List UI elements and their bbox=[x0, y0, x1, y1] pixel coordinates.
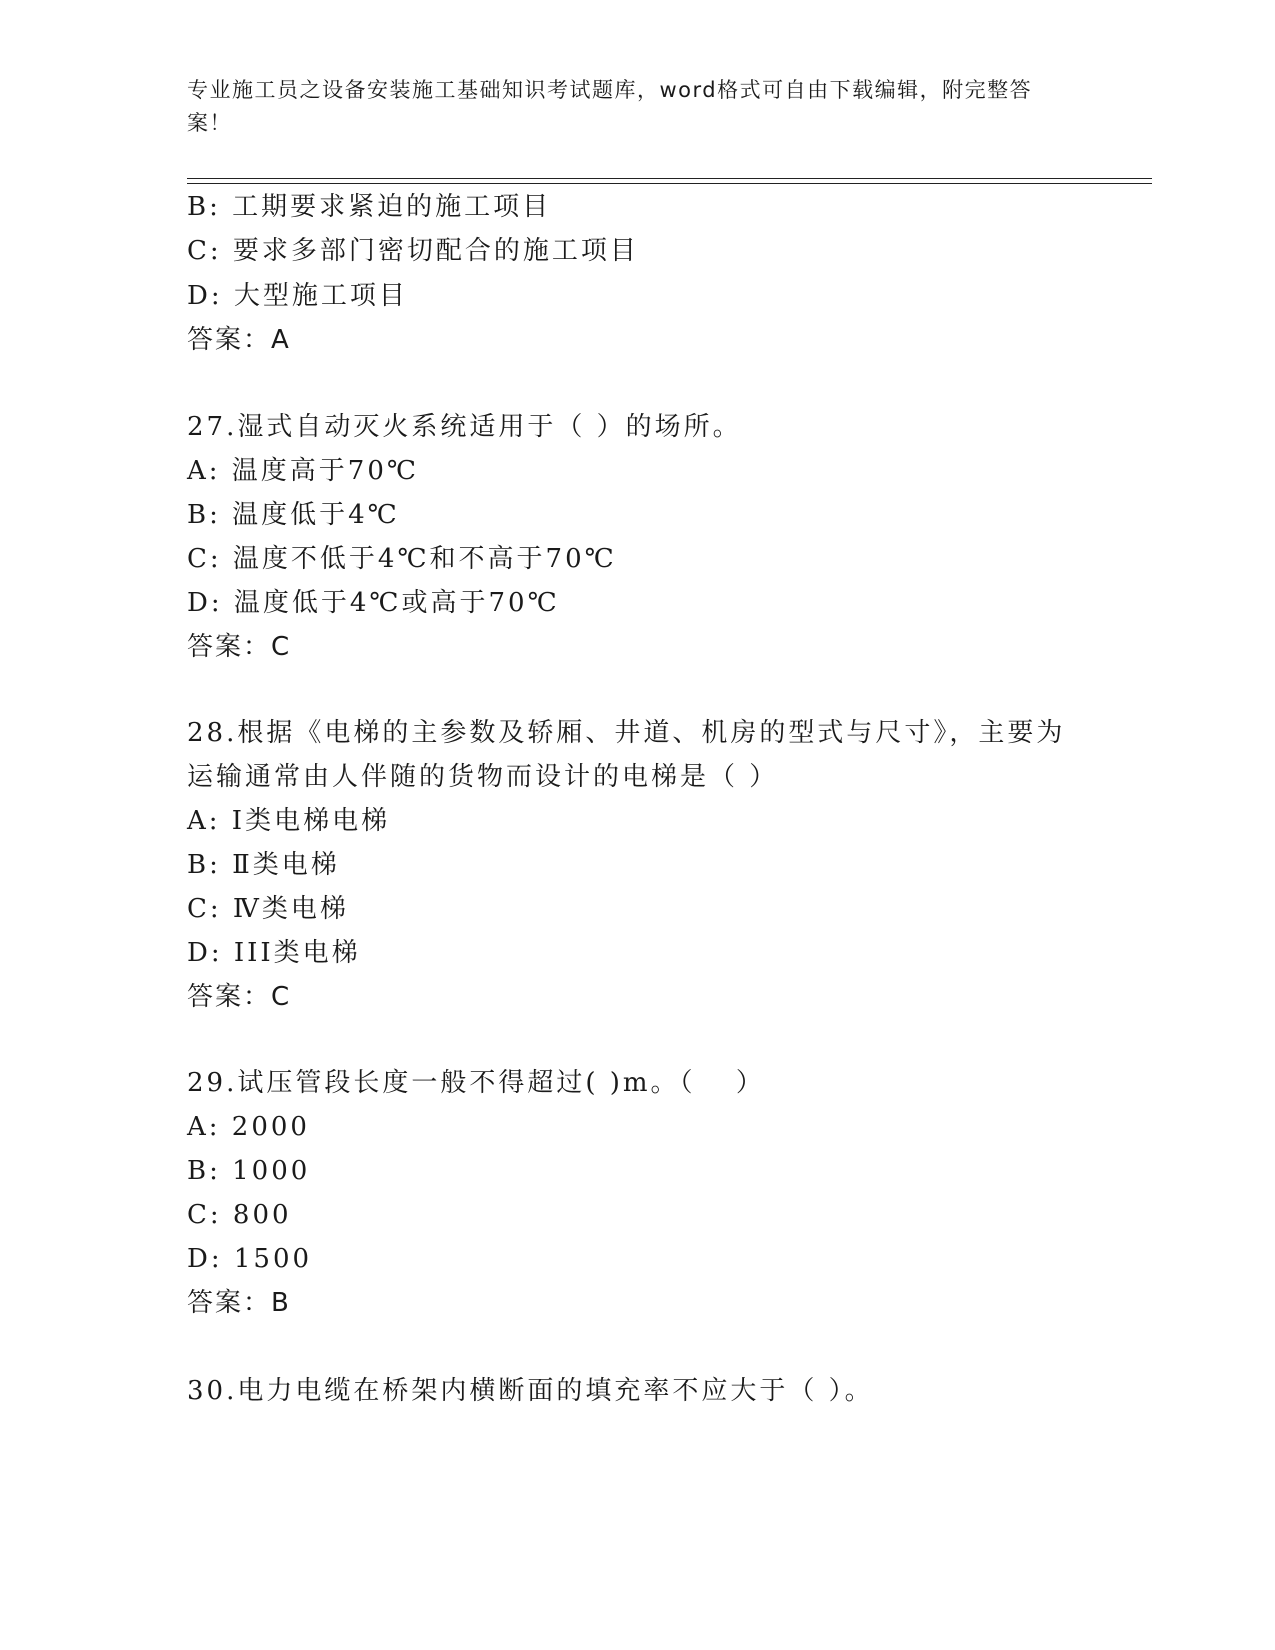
q28-option-a: A: Ⅰ类电梯电梯 bbox=[187, 806, 391, 836]
header-divider-top bbox=[187, 178, 1152, 179]
header-divider-bottom bbox=[187, 183, 1152, 184]
q28-question-line-1: 28.根据《电梯的主参数及轿厢、井道、机房的型式与尺寸》，主要为 bbox=[187, 718, 1066, 748]
q27-option-b: B: 温度低于4℃ bbox=[187, 500, 400, 530]
q29-answer: 答案：B bbox=[187, 1288, 291, 1318]
q27-answer: 答案：C bbox=[187, 632, 292, 662]
q28-answer: 答案：C bbox=[187, 982, 292, 1012]
q29-option-c: C: 800 bbox=[187, 1200, 292, 1230]
q29-question: 29.试压管段长度一般不得超过( )m。（ ） bbox=[187, 1068, 765, 1098]
q29-option-d: D: 1500 bbox=[187, 1244, 313, 1274]
q27-option-a: A: 温度高于70℃ bbox=[187, 456, 419, 486]
q28-option-b: B: Ⅱ类电梯 bbox=[187, 850, 340, 880]
q27-option-c: C: 温度不低于4℃和不高于70℃ bbox=[187, 544, 617, 574]
q26-option-b: B: 工期要求紧迫的施工项目 bbox=[187, 192, 552, 222]
q28-option-d: D: III类电梯 bbox=[187, 938, 361, 968]
q30-question: 30.电力电缆在桥架内横断面的填充率不应大于（ ）。 bbox=[187, 1376, 874, 1406]
q26-answer: 答案：A bbox=[187, 325, 291, 355]
document-header: 专业施工员之设备安装施工基础知识考试题库，word格式可自由下载编辑，附完整答案！ bbox=[187, 78, 1033, 135]
q29-option-a: A: 2000 bbox=[187, 1112, 310, 1142]
q29-option-b: B: 1000 bbox=[187, 1156, 311, 1186]
q27-question: 27.湿式自动灭火系统适用于（ ）的场所。 bbox=[187, 412, 742, 442]
q26-option-c: C: 要求多部门密切配合的施工项目 bbox=[187, 236, 639, 266]
q28-question-line-2: 运输通常由人伴随的货物而设计的电梯是（ ） bbox=[187, 762, 779, 792]
q27-option-d: D: 温度低于4℃或高于70℃ bbox=[187, 588, 560, 618]
q28-option-c: C: Ⅳ类电梯 bbox=[187, 894, 349, 924]
q26-option-d: D: 大型施工项目 bbox=[187, 281, 408, 311]
